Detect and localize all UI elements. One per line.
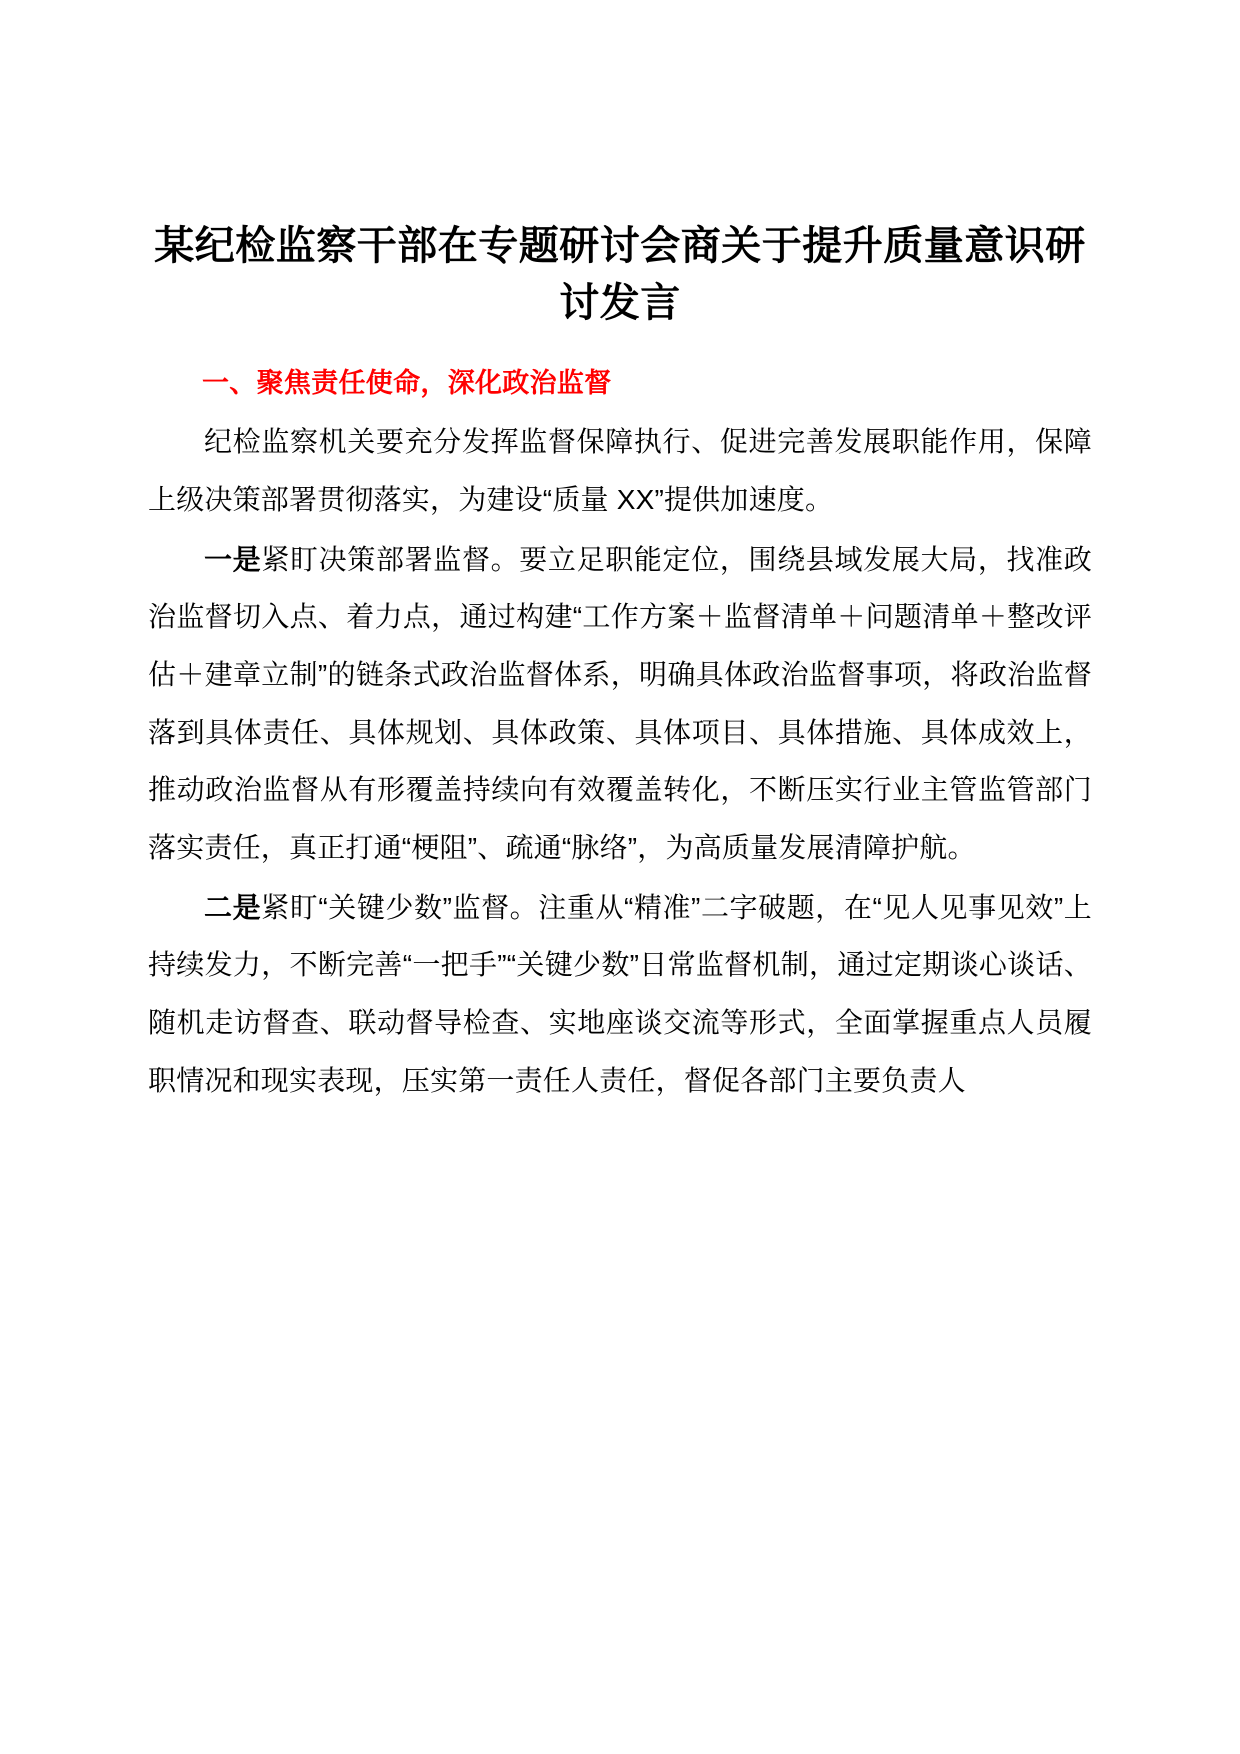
paragraph-lead: 一是: [204, 543, 262, 575]
paragraph-body: 紧盯“关键少数”监督。注重从“精准”二字破题，在“见人见事见效”上持续发力，不断完善“一把手”“关键少数”日常监督机制，通过定期谈心谈话、随机走访督查、联动督导检查、实地座谈交流等形式，全面掌握重点人员履职情况和现实表现，压实第一责任人责任，督促各部门主要负责人: [148, 891, 1092, 1096]
paragraph-lead: 二是: [204, 891, 262, 923]
paragraph-body: 纪检监察机关要充分发挥监督保障执行、促进完善发展职能作用，保障上级决策部署贯彻落实，为建设“质量 XX”提供加速度。: [148, 426, 1092, 515]
paragraph-body: 紧盯决策部署监督。要立足职能定位，围绕县域发展大局，找准政治监督切入点、着力点，通过构建“工作方案＋监督清单＋问题清单＋整改评估＋建章立制”的链条式政治监督体系，明确具体政治监督事项，将政治监督落到具体责任、具体规划、具体政策、具体项目、具体措施、具体成效上，推动政治监督从有形覆盖持续向有效覆盖转化，不断压实行业主管监管部门落实责任，真正打通“梗阻”、疏通“脉络”，为高质量发展清障护航。: [148, 543, 1092, 864]
document-content: [148, 218, 1092, 1111]
section-heading-1: 一、聚焦责任使命，深化政治监督: [202, 367, 612, 398]
paragraph-intro: [148, 413, 1092, 528]
page-title: 某纪检监察干部在专题研讨会商关于提升质量意识研讨发言: [154, 224, 1086, 325]
paragraph-point-two: [148, 879, 1092, 1110]
paragraph-point-one: [148, 531, 1092, 877]
